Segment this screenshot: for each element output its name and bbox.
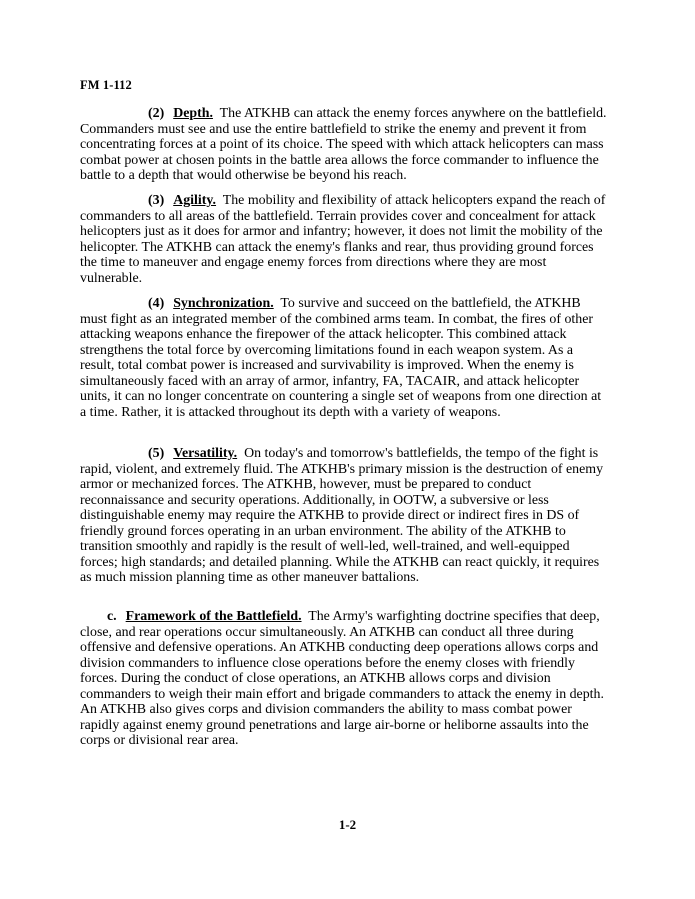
paragraph-title: Versatility. <box>173 446 238 461</box>
paragraph-body: To survive and succeed on the battlefield, the ATKHB must fight as an integrated member of the combined arms team. In combat, the fires of other attacking weapons enhance the firepower of the attack helicopter. This combined attack strengthens the total force by overcoming limitations found in each weapon system. As a result, total combat power is increased and survivability is improved. When the enemy is simultaneously faced with an array of armor, infantry, FA, TACAIR, and attack helicopter units, it can no longer concentrate on countering a single set of weapons from one direction at a time. Rather, it is attacked throughout its depth with a variety of weapons. <box>80 296 602 420</box>
paragraph-depth <box>80 106 608 184</box>
paragraph-framework <box>80 609 608 749</box>
paragraph-synchronization <box>80 296 608 420</box>
paragraph-title: Depth. <box>173 106 213 121</box>
paragraph-agility <box>80 193 608 286</box>
paragraph-versatility <box>80 446 608 586</box>
paragraph-body: The mobility and flexibility of attack helicopters expand the reach of commanders to all areas of the battlefield. Terrain provides cover and concealment for attack helicopters just as it does for armor and infantry; however, it does not limit the mobility of the helicopter. The ATKHB can attack the enemy's flanks and rear, thus providing ground forces the time to maneuver and engage enemy forces from directions where they are most vulnerable. <box>80 193 606 286</box>
paragraph-title: Synchronization. <box>173 296 274 311</box>
paragraph-number: (3) <box>148 193 165 208</box>
paragraph-title: Agility. <box>173 193 217 208</box>
page-number: 1-2 <box>338 817 357 832</box>
paragraph-number: c. <box>107 609 117 624</box>
paragraph-body: The ATKHB can attack the enemy forces anywhere on the battlefield. Commanders must see and use the entire battlefield to strike the enemy and prevent it from concentrating forces at a point of its choice. The speed with which attack helicopters can mass combat power at chosen points in the battle area allows the force commander to influence the battle to a depth that would otherwise be beyond his reach. <box>80 106 607 184</box>
paragraph-body: On today's and tomorrow's battlefields, the tempo of the fight is rapid, violent, and extremely fluid. The ATKHB's primary mission is the destruction of enemy armor or mechanized forces. The ATKHB, however, must be prepared to conduct reconnaissance and security operations. Additionally, in OOTW, a subversive or less distinguishable enemy may require the ATKHB to provide direct or indirect fires in DS of friendly ground forces operating in an urban environment. The ability of the ATKHB to transition smoothly and rapidly is the result of well-led, well-trained, and well-equipped forces; high standards; and detailed planning. While the ATKHB can react quickly, it requires as much mission planning time as other maneuver battalions. <box>80 446 604 586</box>
paragraph-body: The Army's warfighting doctrine specifies that deep, close, and rear operations occur simultaneously. An ATKHB can conduct all three during offensive and defensive operations. An ATKHB conducting deep operations allows corps and division commanders to influence close operations before the enemy closes with friendly forces. During the conduct of close operations, an ATKHB allows corps and division commanders to weigh their main effort and brigade commanders to attack the enemy in depth. An ATKHB also gives corps and division commanders the ability to mass combat power rapidly against enemy ground penetrations and large air-borne or heliborne assaults into the corps or divisional rear area. <box>80 609 604 749</box>
document-id: FM 1-112 <box>80 78 132 92</box>
paragraph-number: (5) <box>148 446 165 461</box>
paragraph-title: Framework of the Battlefield. <box>125 609 302 624</box>
paragraph-number: (2) <box>148 106 165 121</box>
paragraph-number: (4) <box>148 296 165 311</box>
